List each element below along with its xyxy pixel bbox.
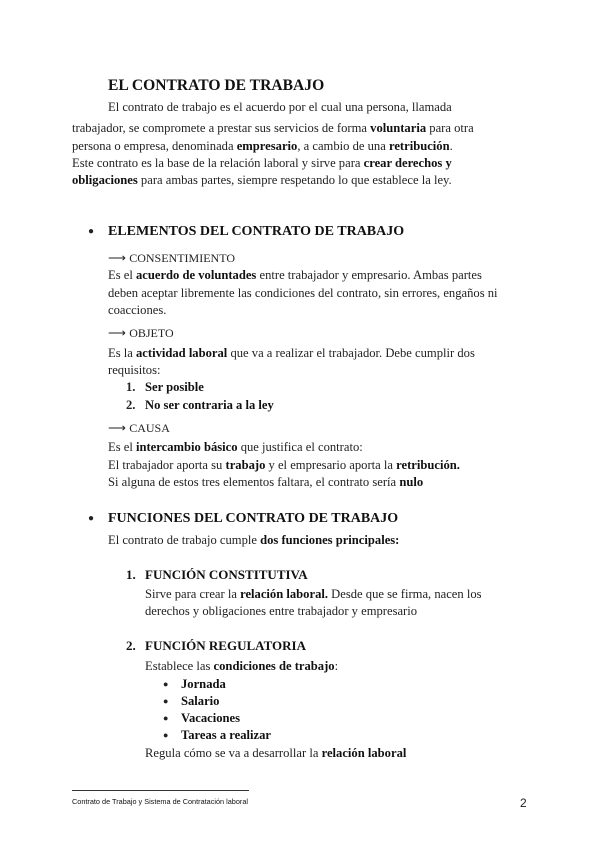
cause-line-3: Si alguna de estos tres elementos faltara, el contrato sería nulo	[108, 475, 424, 489]
list-item: Tareas a realizar	[181, 728, 272, 742]
intro-line-1: El contrato de trabajo es el acuerdo por el cual una persona, llamada	[108, 100, 452, 114]
intro-line-5: obligaciones para ambas partes, siempre respetando lo que establece la ley.	[72, 173, 452, 187]
page-title: EL CONTRATO DE TRABAJO	[108, 77, 325, 94]
cause-line-2: El trabajador aporta su trabajo y el empresario aporta la retribución.	[108, 458, 460, 472]
intro-line-3: persona o empresa, denominada empresario, a cambio de una retribución.	[72, 139, 453, 153]
list-item: Salario	[181, 694, 220, 708]
intro-line-4: Este contrato es la base de la relación laboral y sirve para crear derechos y	[72, 156, 452, 170]
cause-line-1: Es el intercambio básico que justifica el contrato:	[108, 440, 363, 454]
bullet-icon: ●	[163, 730, 169, 740]
bullet-icon: ●	[163, 679, 169, 689]
function-1-line-1: Sirve para crear la relación laboral. Desde que se firma, nacen los	[145, 587, 482, 601]
intro-line-2: trabajador, se compromete a prestar sus servicios de forma voluntaria para otra	[72, 121, 474, 135]
bullet-icon: ●	[88, 226, 95, 237]
consent-line-1: Es el acuerdo de voluntades entre trabajador y empresario. Ambas partes	[108, 268, 482, 282]
arrow-icon: ⟶	[108, 251, 127, 265]
arrow-icon: ⟶	[108, 421, 127, 435]
function-2-closing: Regula cómo se va a desarrollar la relación laboral	[145, 746, 407, 760]
object-line-2: requisitos:	[108, 363, 161, 377]
subheading-consentimiento: ⟶ CONSENTIMIENTO	[108, 251, 235, 265]
subheading-objeto: ⟶ OBJETO	[108, 326, 174, 340]
consent-line-3: coacciones.	[108, 303, 167, 317]
requirement-2: 2. No ser contraria a la ley	[126, 398, 274, 412]
bullet-icon: ●	[163, 696, 169, 706]
arrow-icon: ⟶	[108, 326, 127, 340]
footer-text: Contrato de Trabajo y Sistema de Contratación laboral	[72, 797, 249, 806]
footer-divider	[72, 790, 249, 791]
list-item: Vacaciones	[181, 711, 241, 725]
function-2-line-1: Establece las condiciones de trabajo:	[145, 659, 339, 673]
subheading-causa: ⟶ CAUSA	[108, 421, 170, 435]
section-heading-functions: FUNCIONES DEL CONTRATO DE TRABAJO	[108, 511, 399, 526]
list-item: Jornada	[181, 677, 226, 691]
functions-intro: El contrato de trabajo cumple dos funciones principales:	[108, 533, 400, 547]
function-1-title: 1. FUNCIÓN CONSTITUTIVA	[126, 567, 308, 582]
object-line-1: Es la actividad laboral que va a realizar el trabajador. Debe cumplir dos	[108, 346, 475, 360]
page-number: 2	[520, 796, 527, 810]
function-1-line-2: derechos y obligaciones entre trabajador y empresario	[145, 604, 418, 618]
section-heading-elements: ELEMENTOS DEL CONTRATO DE TRABAJO	[108, 224, 405, 239]
bullet-icon: ●	[163, 713, 169, 723]
consent-line-2: deben aceptar libremente las condiciones del contrato, sin errores, engaños ni	[108, 286, 498, 300]
bullet-icon: ●	[88, 513, 95, 524]
requirement-1: 1. Ser posible	[126, 380, 204, 394]
function-2-title: 2. FUNCIÓN REGULATORIA	[126, 638, 306, 653]
